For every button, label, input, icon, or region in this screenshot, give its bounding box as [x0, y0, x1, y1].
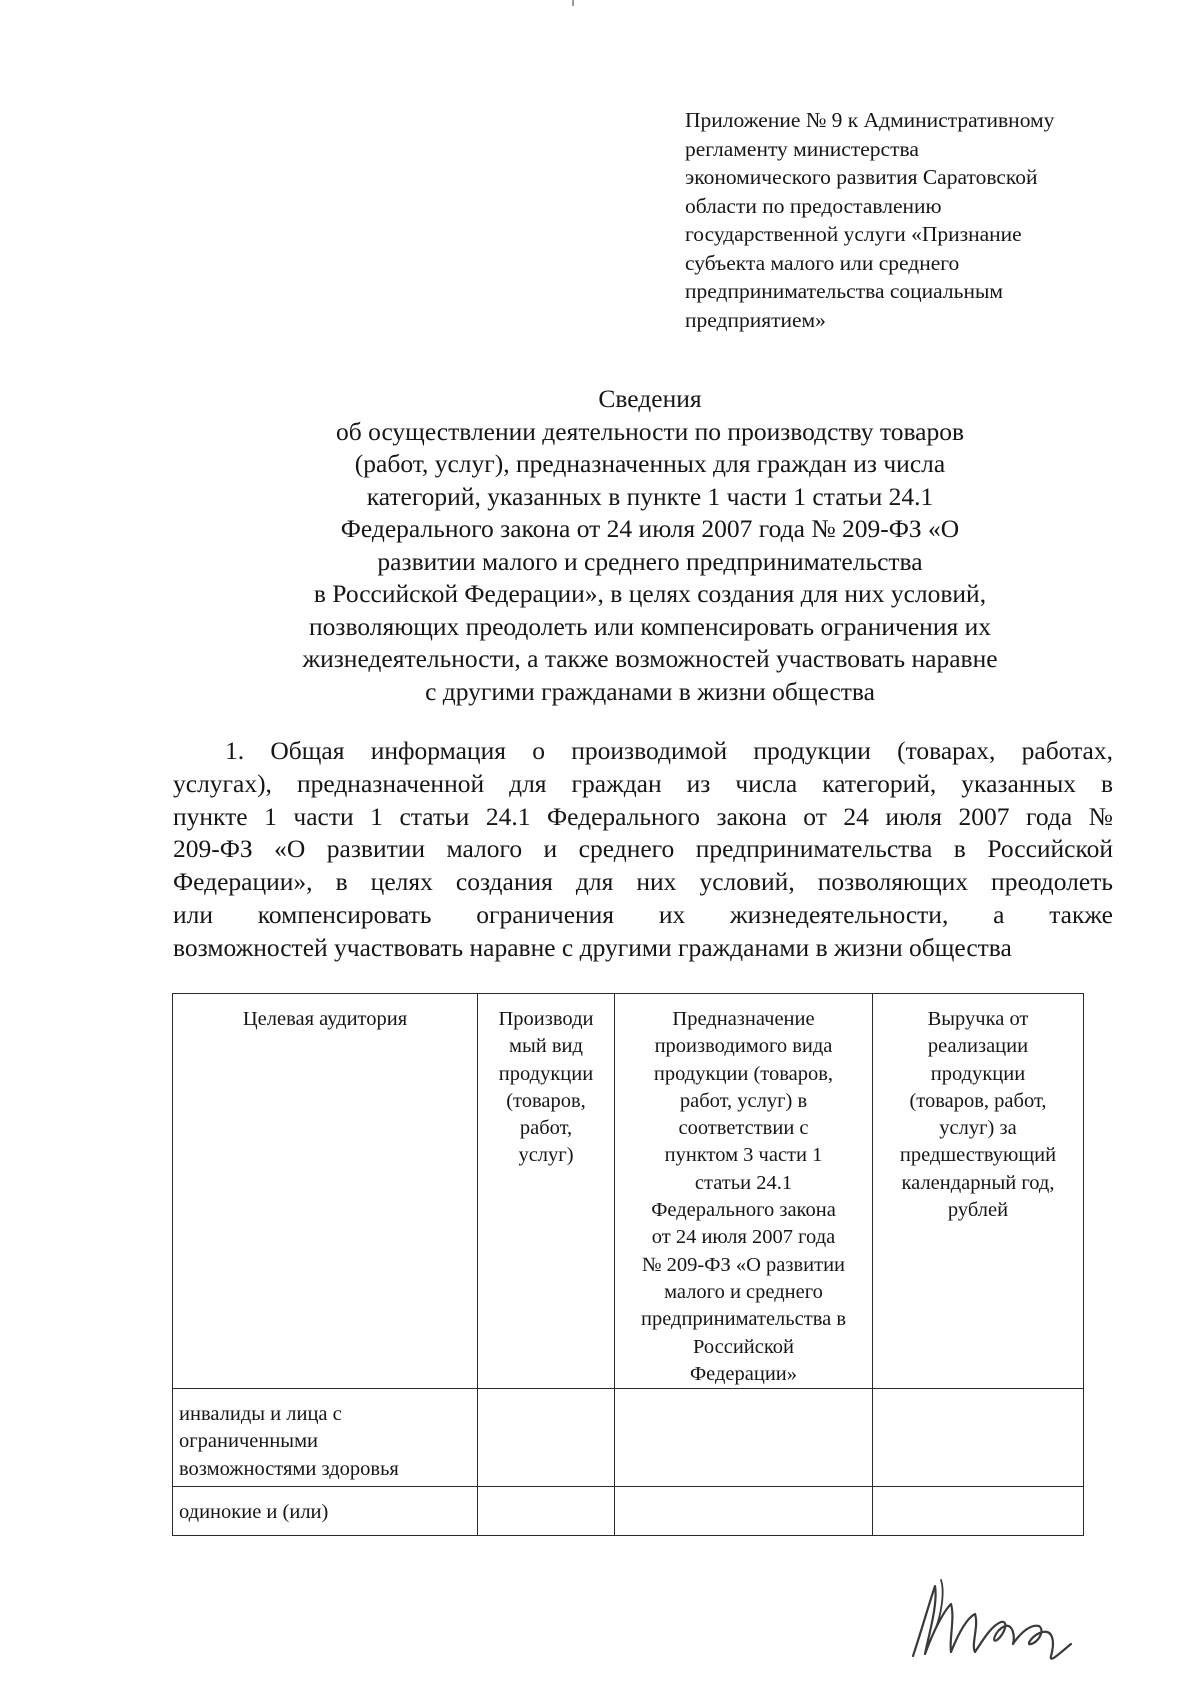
row-line: ограниченными [179, 1430, 319, 1453]
document-title: Сведения [598, 384, 702, 413]
subtitle-line: об осуществлении деятельности по производству товаров [335, 416, 965, 446]
row-line: одинокие и (или) [179, 1501, 329, 1524]
subtitle-line: Федерального закона от 24 июля 2007 года № 209-ФЗ «О [340, 514, 960, 543]
subtitle-line: развитии малого и среднего предпринимательства [377, 546, 923, 576]
target-audience-table [172, 993, 1084, 1536]
header-line: соответствии с [678, 1117, 809, 1140]
header-line: работ, услуг) в [679, 1089, 808, 1112]
header-line: Федерального закона [651, 1199, 836, 1222]
header-line: от 24 июля 2007 года [651, 1226, 836, 1249]
header-product-type [478, 994, 615, 1389]
paragraph-line: или компенсировать ограничения их жизнедеятельности, а также [173, 899, 1113, 929]
paragraph-line: 209-ФЗ «О развитии малого и среднего предпринимательства в Российской [173, 834, 1113, 864]
paragraph-line: пункте 1 части 1 статьи 24.1 Федерального закона от 24 июля 2007 года № [173, 801, 1113, 831]
appendix-line: экономического развития Саратовской [685, 165, 1038, 189]
header-product-purpose [615, 994, 873, 1389]
header-line: календарный год, [901, 1171, 1055, 1194]
appendix-line: предприятием» [685, 307, 826, 332]
header-line: малого и среднего [664, 1280, 823, 1303]
subtitle-line: с другими гражданами в жизни общества [425, 676, 875, 706]
header-line: Российской [692, 1335, 795, 1358]
header-line: реализации [927, 1035, 1029, 1058]
header-line: статьи 24.1 [694, 1171, 793, 1194]
row-label-disabled [173, 1389, 478, 1487]
subtitle-line: позволяющих преодолеть или компенсировать ограничения их [309, 611, 991, 641]
header-line: № 209-ФЗ «О развитии [641, 1253, 846, 1276]
header-line: Целевая аудитория [242, 1008, 408, 1030]
subtitle-line: (работ, услуг), предназначенных для граждан из числа [354, 449, 946, 478]
header-line: Федерации» [689, 1362, 798, 1385]
section-1-paragraph [173, 735, 1113, 965]
header-line: рублей [947, 1199, 1009, 1222]
header-line: (товаров, работ, [909, 1089, 1047, 1112]
header-line: (товаров, [506, 1089, 586, 1112]
header-line: Выручка от [927, 1008, 1029, 1030]
empty-cell [615, 1389, 873, 1487]
empty-cell [873, 1389, 1084, 1487]
subtitle-line: в Российской Федерации», в целях создания для них условий, [313, 579, 987, 608]
table-row [173, 1487, 1084, 1536]
appendix-line: государственной услуги «Признание [685, 222, 1022, 246]
header-target-audience [173, 994, 478, 1389]
header-line: мый вид [509, 1035, 583, 1058]
header-line: работ, [519, 1117, 573, 1140]
appendix-line: субъекта малого или среднего [685, 250, 960, 275]
scan-mark [572, 0, 574, 6]
empty-cell [615, 1487, 873, 1536]
header-line: услуг) [518, 1144, 574, 1167]
subtitle-line: категорий, указанных в пункте 1 части 1 статьи 24.1 [366, 481, 934, 511]
document-heading [200, 383, 1100, 708]
empty-cell [478, 1487, 615, 1536]
appendix-line: регламенту министерства [685, 136, 919, 161]
table-row [173, 1389, 1084, 1487]
empty-cell [478, 1389, 615, 1487]
header-line: услуг) за [939, 1117, 1017, 1140]
paragraph-line: услугах), предназначенной для граждан из числа категорий, указанных в [173, 768, 1113, 798]
header-line: предшествующий [899, 1144, 1057, 1167]
header-line: пунктом 3 части 1 [664, 1144, 823, 1167]
appendix-line: Приложение № 9 к Административному [685, 108, 1055, 132]
row-line: инвалиды и лица с [179, 1403, 342, 1426]
appendix-line: области по предоставлению [685, 193, 942, 218]
subtitle-line: жизнедеятельности, а также возможностей участвовать наравне [302, 644, 998, 673]
empty-cell [873, 1487, 1084, 1536]
paragraph-line: 1. Общая информация о производимой продукции (товарах, работах, [225, 736, 1113, 765]
appendix-line: предпринимательства социальным [685, 279, 1003, 303]
handwritten-signature [905, 1560, 1080, 1670]
paragraph-line: возможностей участвовать наравне с другими гражданами в жизни общества [173, 932, 1012, 962]
header-line: продукции [498, 1062, 594, 1085]
appendix-note [685, 106, 1115, 334]
row-line: возможностями здоровья [179, 1457, 399, 1480]
header-line: Предназначение [672, 1008, 815, 1030]
row-label-single [173, 1487, 478, 1536]
header-line: предпринимательства в [640, 1308, 847, 1331]
header-line: продукции (товаров, [653, 1062, 834, 1085]
table-header-row [173, 994, 1084, 1389]
header-revenue [873, 994, 1084, 1389]
header-line: Производи [498, 1008, 594, 1030]
header-line: производимого вида [654, 1035, 833, 1058]
paragraph-line: Федерации», в целях создания для них условий, позволяющих преодолеть [173, 867, 1113, 897]
header-line: продукции [930, 1062, 1026, 1085]
